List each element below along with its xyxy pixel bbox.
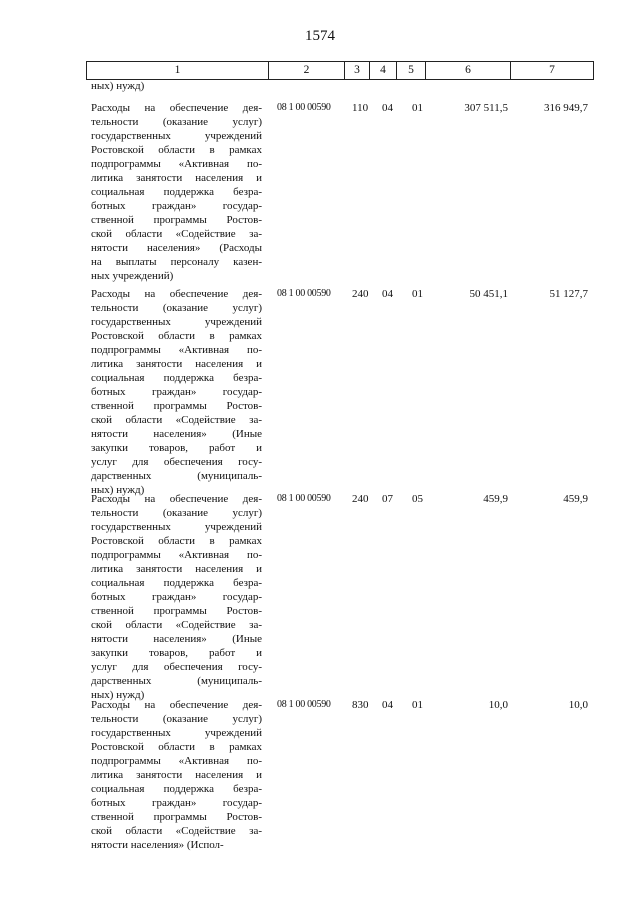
description-line: услуг для обеспечения госу-	[91, 456, 262, 468]
amount-year1-cell: 307 511,5	[464, 102, 508, 114]
description-line: государственных учреждений	[91, 521, 262, 533]
description-line: ботных граждан» государ-	[91, 797, 262, 809]
amount-year2-cell: 459,9	[563, 493, 588, 505]
table-header	[86, 61, 594, 80]
description-line: социальная поддержка безра-	[91, 372, 262, 384]
target-code-cell: 08 1 00 00590	[277, 288, 331, 299]
description-line: нятости населения» (Испол-	[91, 839, 224, 851]
description-line: ственной программы Ростов-	[91, 214, 262, 226]
description-line: государственных учреждений	[91, 316, 262, 328]
row-description	[91, 287, 262, 497]
description-line: подпрограммы «Активная по-	[91, 755, 262, 767]
description-line: Ростовской области в рамках	[91, 144, 262, 156]
description-line: дарственных (муниципаль-	[91, 675, 262, 687]
header-col-2: 2	[268, 62, 344, 79]
target-code-cell: 08 1 00 00590	[277, 493, 331, 504]
subsection-cell: 01	[412, 288, 423, 300]
description-line: Расходы на обеспечение дея-	[91, 288, 262, 300]
continuation-text: ных) нужд)	[91, 80, 145, 92]
description-line: Ростовской области в рамках	[91, 535, 262, 547]
row-description	[91, 101, 262, 283]
header-col-3: 3	[344, 62, 369, 79]
description-line: Ростовской области в рамках	[91, 330, 262, 342]
amount-year2-cell: 316 949,7	[544, 102, 588, 114]
description-line: Расходы на обеспечение дея-	[91, 102, 262, 114]
amount-year2-cell: 10,0	[568, 699, 588, 711]
description-line: нятости населения» (Расходы	[91, 242, 262, 254]
subsection-cell: 01	[412, 699, 423, 711]
description-line: ской области «Содействие за-	[91, 228, 262, 240]
header-col-4: 4	[369, 62, 396, 79]
description-line: тельности (оказание услуг)	[91, 713, 262, 725]
description-line: ботных граждан» государ-	[91, 200, 262, 212]
description-line: государственных учреждений	[91, 727, 262, 739]
header-col-5: 5	[396, 62, 425, 79]
table-row	[0, 492, 640, 702]
description-line: литика занятости населения и	[91, 172, 262, 184]
description-line: дарственных (муниципаль-	[91, 470, 262, 482]
description-line: ской области «Содействие за-	[91, 825, 262, 837]
subsection-cell: 05	[412, 493, 423, 505]
description-line: Ростовской области в рамках	[91, 741, 262, 753]
description-line: ственной программы Ростов-	[91, 400, 262, 412]
table-row	[0, 287, 640, 497]
page-number: 1574	[305, 28, 335, 44]
amount-year2-cell: 51 127,7	[549, 288, 588, 300]
amount-year1-cell: 50 451,1	[469, 288, 508, 300]
description-line: тельности (оказание услуг)	[91, 302, 262, 314]
description-line: ботных граждан» государ-	[91, 591, 262, 603]
description-line: подпрограммы «Активная по-	[91, 549, 262, 561]
description-line: закупки товаров, работ и	[91, 647, 262, 659]
row-description	[91, 492, 262, 702]
section-cell: 04	[382, 288, 393, 300]
header-col-7: 7	[510, 62, 593, 79]
expense-type-cell: 830	[352, 699, 369, 711]
header-col-1: 1	[174, 64, 181, 76]
description-line: подпрограммы «Активная по-	[91, 344, 262, 356]
header-col-6: 6	[425, 62, 510, 79]
amount-year1-cell: 10,0	[488, 699, 508, 711]
description-line: тельности (оказание услуг)	[91, 507, 262, 519]
description-line: социальная поддержка безра-	[91, 783, 262, 795]
description-line: подпрограммы «Активная по-	[91, 158, 262, 170]
amount-year1-cell: 459,9	[483, 493, 508, 505]
description-line: Расходы на обеспечение дея-	[91, 493, 262, 505]
expense-type-cell: 240	[352, 288, 369, 300]
description-line: тельности (оказание услуг)	[91, 116, 262, 128]
section-cell: 07	[382, 493, 393, 505]
description-line: Расходы на обеспечение дея-	[91, 699, 262, 711]
description-line: ных) нужд)	[91, 689, 145, 701]
description-line: социальная поддержка безра-	[91, 186, 262, 198]
subsection-cell: 01	[412, 102, 423, 114]
section-cell: 04	[382, 102, 393, 114]
description-line: ственной программы Ростов-	[91, 605, 262, 617]
description-line: нятости населения» (Иные	[91, 633, 262, 645]
expense-type-cell: 240	[352, 493, 369, 505]
description-line: ботных граждан» государ-	[91, 386, 262, 398]
description-line: государственных учреждений	[91, 130, 262, 142]
description-line: литика занятости населения и	[91, 563, 262, 575]
description-line: ской области «Содействие за-	[91, 414, 262, 426]
description-line: закупки товаров, работ и	[91, 442, 262, 454]
description-line: услуг для обеспечения госу-	[91, 661, 262, 673]
table-row	[0, 101, 640, 283]
description-line: ных) нужд)	[91, 484, 145, 496]
description-line: нятости населения» (Иные	[91, 428, 262, 440]
description-line: ской области «Содействие за-	[91, 619, 262, 631]
section-cell: 04	[382, 699, 393, 711]
description-line: литика занятости населения и	[91, 769, 262, 781]
target-code-cell: 08 1 00 00590	[277, 102, 331, 113]
description-line: социальная поддержка безра-	[91, 577, 262, 589]
description-line: на выплаты персоналу казен-	[91, 256, 262, 268]
target-code-cell: 08 1 00 00590	[277, 699, 331, 710]
row-description	[91, 698, 262, 852]
expense-type-cell: 110	[352, 102, 369, 114]
table-row	[0, 698, 640, 852]
description-line: ных учреждений)	[91, 270, 174, 282]
description-line: ственной программы Ростов-	[91, 811, 262, 823]
description-line: литика занятости населения и	[91, 358, 262, 370]
